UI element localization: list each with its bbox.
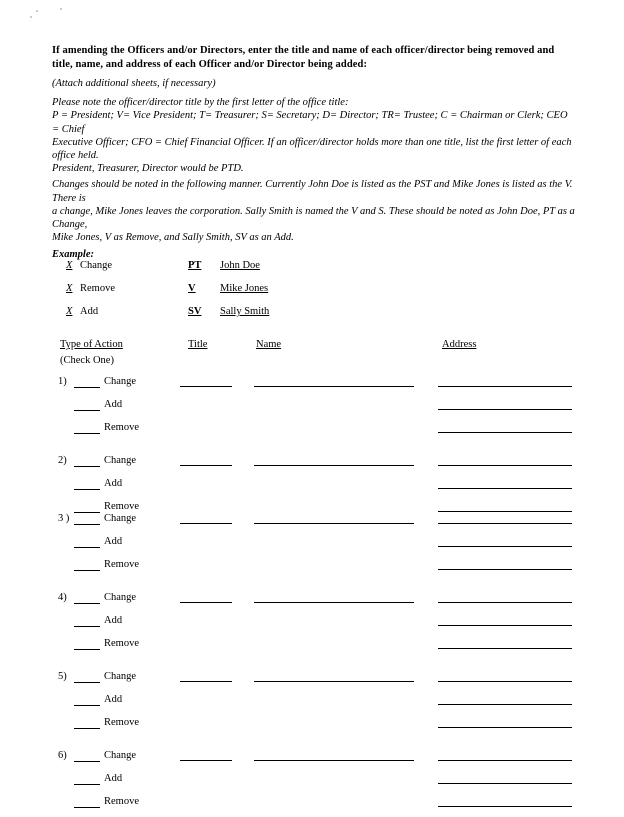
- address-field-line[interactable]: [438, 727, 572, 728]
- example-title-code: V: [188, 283, 196, 295]
- legend-line-3: President, Treasurer, Director would be PTD.: [52, 163, 244, 175]
- action-label-remove: Remove: [104, 422, 139, 434]
- change-checkbox-blank[interactable]: [74, 750, 100, 762]
- action-label-add: Add: [104, 694, 123, 706]
- officer-entry: [52, 748, 576, 817]
- entry-number: 4): [58, 592, 67, 604]
- entry-row-change[interactable]: [52, 374, 576, 397]
- address-field-line[interactable]: [438, 602, 572, 603]
- entry-row-remove[interactable]: [52, 636, 576, 659]
- example-title-code: PT: [188, 260, 202, 272]
- entry-row-change[interactable]: [52, 590, 576, 613]
- attach-note: (Attach additional sheets, if necessary): [52, 78, 216, 89]
- title-abbreviation-note: Please note the officer/director title by the first letter of the office title:: [52, 97, 349, 109]
- address-field-line[interactable]: [438, 681, 572, 682]
- amendment-instruction: If amending the Officers and/or Directors, enter the title and name of each officer/director being removed and title, name, and address of each Officer and/or Director being added:: [52, 45, 555, 70]
- change-checkbox-blank[interactable]: [74, 376, 100, 388]
- entry-row-add[interactable]: [52, 771, 576, 794]
- officer-entry: [52, 374, 576, 443]
- example-row: [52, 306, 576, 329]
- address-field-line[interactable]: [438, 432, 572, 433]
- entry-row-add[interactable]: [52, 397, 576, 420]
- example-mark: X: [66, 260, 73, 272]
- header-address: Address: [442, 339, 477, 351]
- name-field-line[interactable]: [254, 465, 414, 466]
- action-label-remove: Remove: [104, 638, 139, 650]
- address-field-line[interactable]: [438, 783, 572, 784]
- change-checkbox-blank[interactable]: [74, 455, 100, 467]
- entry-row-add[interactable]: [52, 613, 576, 636]
- entry-row-remove[interactable]: [52, 715, 576, 738]
- title-field-line[interactable]: [180, 602, 232, 603]
- change-checkbox-blank[interactable]: [74, 671, 100, 683]
- officer-entry-list: [52, 374, 576, 817]
- change-checkbox-blank[interactable]: [74, 592, 100, 604]
- changes-line-3: Mike Jones, V as Remove, and Sally Smith, SV as an Add.: [52, 232, 294, 244]
- action-label-add: Add: [104, 773, 123, 785]
- entry-row-add[interactable]: [52, 476, 576, 499]
- address-field-line[interactable]: [438, 625, 572, 626]
- address-field-line[interactable]: [438, 523, 572, 524]
- officer-entry: [52, 453, 576, 513]
- name-field-line[interactable]: [254, 523, 414, 524]
- remove-checkbox-blank[interactable]: [74, 796, 100, 808]
- add-checkbox-blank[interactable]: [74, 478, 100, 490]
- example-mark: X: [66, 283, 73, 295]
- scan-speck: [36, 10, 38, 12]
- address-field-line[interactable]: [438, 806, 572, 807]
- name-field-line[interactable]: [254, 602, 414, 603]
- action-label-add: Add: [104, 536, 123, 548]
- entry-number: 3 ): [58, 513, 70, 525]
- officer-entry: [52, 511, 576, 580]
- officer-entry: [52, 590, 576, 659]
- address-field-line[interactable]: [438, 465, 572, 466]
- scan-speck: [30, 16, 32, 18]
- changes-line-2: a change, Mike Jones leaves the corporation. Sally Smith is named the V and S. These should be noted as John Doe, PT as a Change,: [52, 205, 575, 231]
- action-label-remove: Remove: [104, 559, 139, 571]
- check-one-note: (Check One): [60, 355, 114, 367]
- entry-row-change[interactable]: [52, 669, 576, 692]
- title-field-line[interactable]: [180, 760, 232, 761]
- action-label-change: Change: [104, 592, 137, 604]
- legend-line-2: Executive Officer; CFO = Chief Financial Officer. If an officer/director holds more than one title, list the first letter of each office held.: [52, 136, 572, 162]
- add-checkbox-blank[interactable]: [74, 694, 100, 706]
- entry-row-remove[interactable]: [52, 557, 576, 580]
- example-title-code: SV: [188, 306, 202, 318]
- address-field-line[interactable]: [438, 386, 572, 387]
- title-field-line[interactable]: [180, 523, 232, 524]
- name-field-line[interactable]: [254, 760, 414, 761]
- address-field-line[interactable]: [438, 760, 572, 761]
- header-name: Name: [256, 339, 282, 351]
- officer-entry: [52, 669, 576, 738]
- document-body: [52, 44, 576, 817]
- entry-number: 2): [58, 455, 67, 467]
- address-field-line[interactable]: [438, 648, 572, 649]
- action-label-change: Change: [104, 513, 137, 525]
- action-label-change: Change: [104, 671, 137, 683]
- add-checkbox-blank[interactable]: [74, 399, 100, 411]
- title-field-line[interactable]: [180, 681, 232, 682]
- action-label-change: Change: [104, 750, 137, 762]
- address-field-line[interactable]: [438, 704, 572, 705]
- action-label-remove: Remove: [104, 796, 139, 808]
- example-label: Example:: [52, 249, 94, 261]
- entry-number: 5): [58, 671, 67, 683]
- entry-row-add[interactable]: [52, 534, 576, 557]
- address-field-line[interactable]: [438, 488, 572, 489]
- example-name: John Doe: [220, 260, 260, 272]
- address-field-line[interactable]: [438, 409, 572, 410]
- example-action: Change: [80, 260, 113, 272]
- address-field-line[interactable]: [438, 569, 572, 570]
- example-action: Add: [80, 306, 99, 318]
- action-label-add: Add: [104, 399, 123, 411]
- entry-row-change[interactable]: [52, 748, 576, 771]
- remove-checkbox-blank[interactable]: [74, 638, 100, 650]
- header-type-of-action: Type of Action: [60, 339, 123, 351]
- action-label-change: Change: [104, 455, 137, 467]
- entry-row-remove[interactable]: [52, 420, 576, 443]
- header-title: Title: [188, 339, 208, 351]
- remove-checkbox-blank[interactable]: [74, 717, 100, 729]
- title-field-line[interactable]: [180, 465, 232, 466]
- entry-row-remove[interactable]: [52, 794, 576, 817]
- name-field-line[interactable]: [254, 681, 414, 682]
- scan-speck: [60, 8, 62, 10]
- title-field-line[interactable]: [180, 386, 232, 387]
- add-checkbox-blank[interactable]: [74, 536, 100, 548]
- example-name: Sally Smith: [220, 306, 270, 318]
- add-checkbox-blank[interactable]: [74, 773, 100, 785]
- example-name: Mike Jones: [220, 283, 269, 295]
- name-field-line[interactable]: [254, 386, 414, 387]
- example-mark: X: [66, 306, 73, 318]
- action-label-add: Add: [104, 478, 123, 490]
- remove-checkbox-blank[interactable]: [74, 422, 100, 434]
- address-field-line[interactable]: [438, 546, 572, 547]
- column-header-row: [52, 339, 576, 355]
- add-checkbox-blank[interactable]: [74, 615, 100, 627]
- changes-line-1: Changes should be noted in the following manner. Currently John Doe is listed as the PST and Mike Jones is listed as the V. There is: [52, 179, 573, 204]
- entry-number: 6): [58, 750, 67, 762]
- entry-number: 1): [58, 376, 67, 388]
- example-action: Remove: [80, 283, 115, 295]
- action-label-remove: Remove: [104, 717, 139, 729]
- action-label-change: Change: [104, 376, 137, 388]
- change-checkbox-blank[interactable]: [74, 513, 100, 525]
- entry-row-change[interactable]: [52, 453, 576, 476]
- remove-checkbox-blank[interactable]: [74, 559, 100, 571]
- example-row: [52, 260, 576, 283]
- example-row: [52, 283, 576, 306]
- entry-row-add[interactable]: [52, 692, 576, 715]
- action-label-remove: Remove: [104, 501, 139, 513]
- action-label-add: Add: [104, 615, 123, 627]
- entry-row-change[interactable]: [52, 511, 576, 534]
- legend-line-1: P = President; V= Vice President; T= Treasurer; S= Secretary; D= Director; TR= Trustee; C = Chairman or Clerk; CEO = Chief: [52, 110, 568, 135]
